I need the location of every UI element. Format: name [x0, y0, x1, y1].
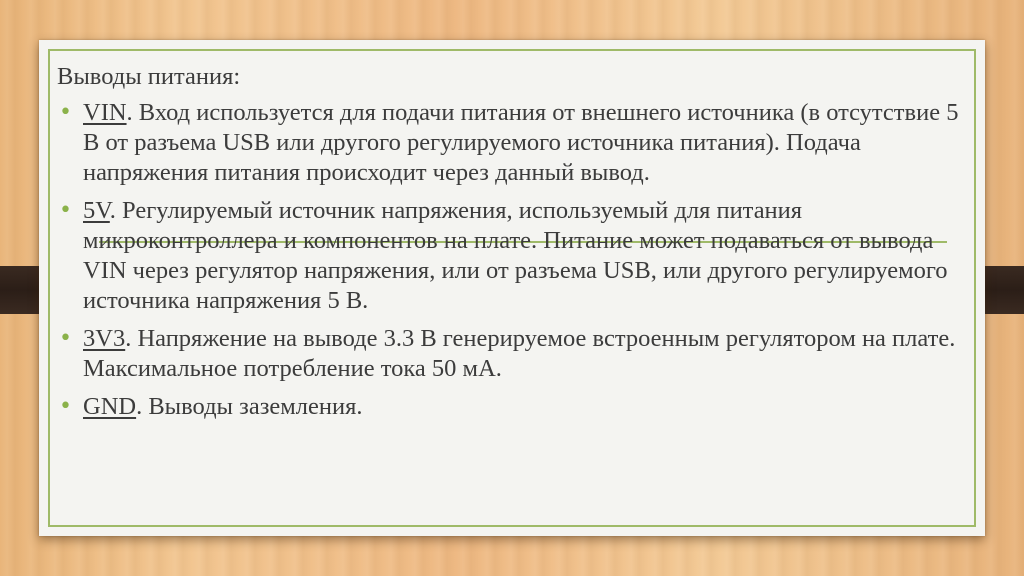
slide-card: [39, 40, 985, 536]
bullet-dot-icon: •: [59, 100, 72, 125]
bullet-item-vin: [57, 98, 962, 188]
slide-content: [57, 62, 962, 430]
term-gnd: GND: [83, 393, 137, 420]
bullet-list: [57, 98, 962, 422]
bullet-item-5v: [57, 196, 962, 316]
term-vin: VIN: [83, 99, 127, 126]
bullet-dot-icon: •: [59, 326, 72, 351]
bullet-dot-icon: •: [59, 394, 72, 419]
item-text-3v3: . Напряжение на выводе 3.3 В генерируемое встроенным регулятором на плате. Максимальное потребление тока 50 мА.: [83, 325, 956, 382]
slide-heading: Выводы питания:: [57, 63, 241, 90]
bullet-dot-icon: •: [59, 198, 72, 223]
item-text-vin: . Вход используется для подачи питания от внешнего источника (в отсутствие 5 В от разъема USB или другого регулируемого источника питания). Подача напряжения питания происходит через данный вывод.: [83, 99, 959, 186]
term-3v3: 3V3: [83, 325, 126, 352]
bullet-item-gnd: [57, 392, 962, 422]
term-5v: 5V: [83, 197, 110, 224]
bullet-item-3v3: [57, 324, 962, 384]
item-text-5v: . Регулируемый источник напряжения, используемый для питания микроконтроллера и компонентов на плате. Питание может подаваться от вывода VIN через регулятор напряжения, или от разъема USB, или другого регулируемого источника напряжения 5 В.: [83, 197, 948, 314]
item-text-gnd: . Выводы заземления.: [136, 393, 363, 420]
